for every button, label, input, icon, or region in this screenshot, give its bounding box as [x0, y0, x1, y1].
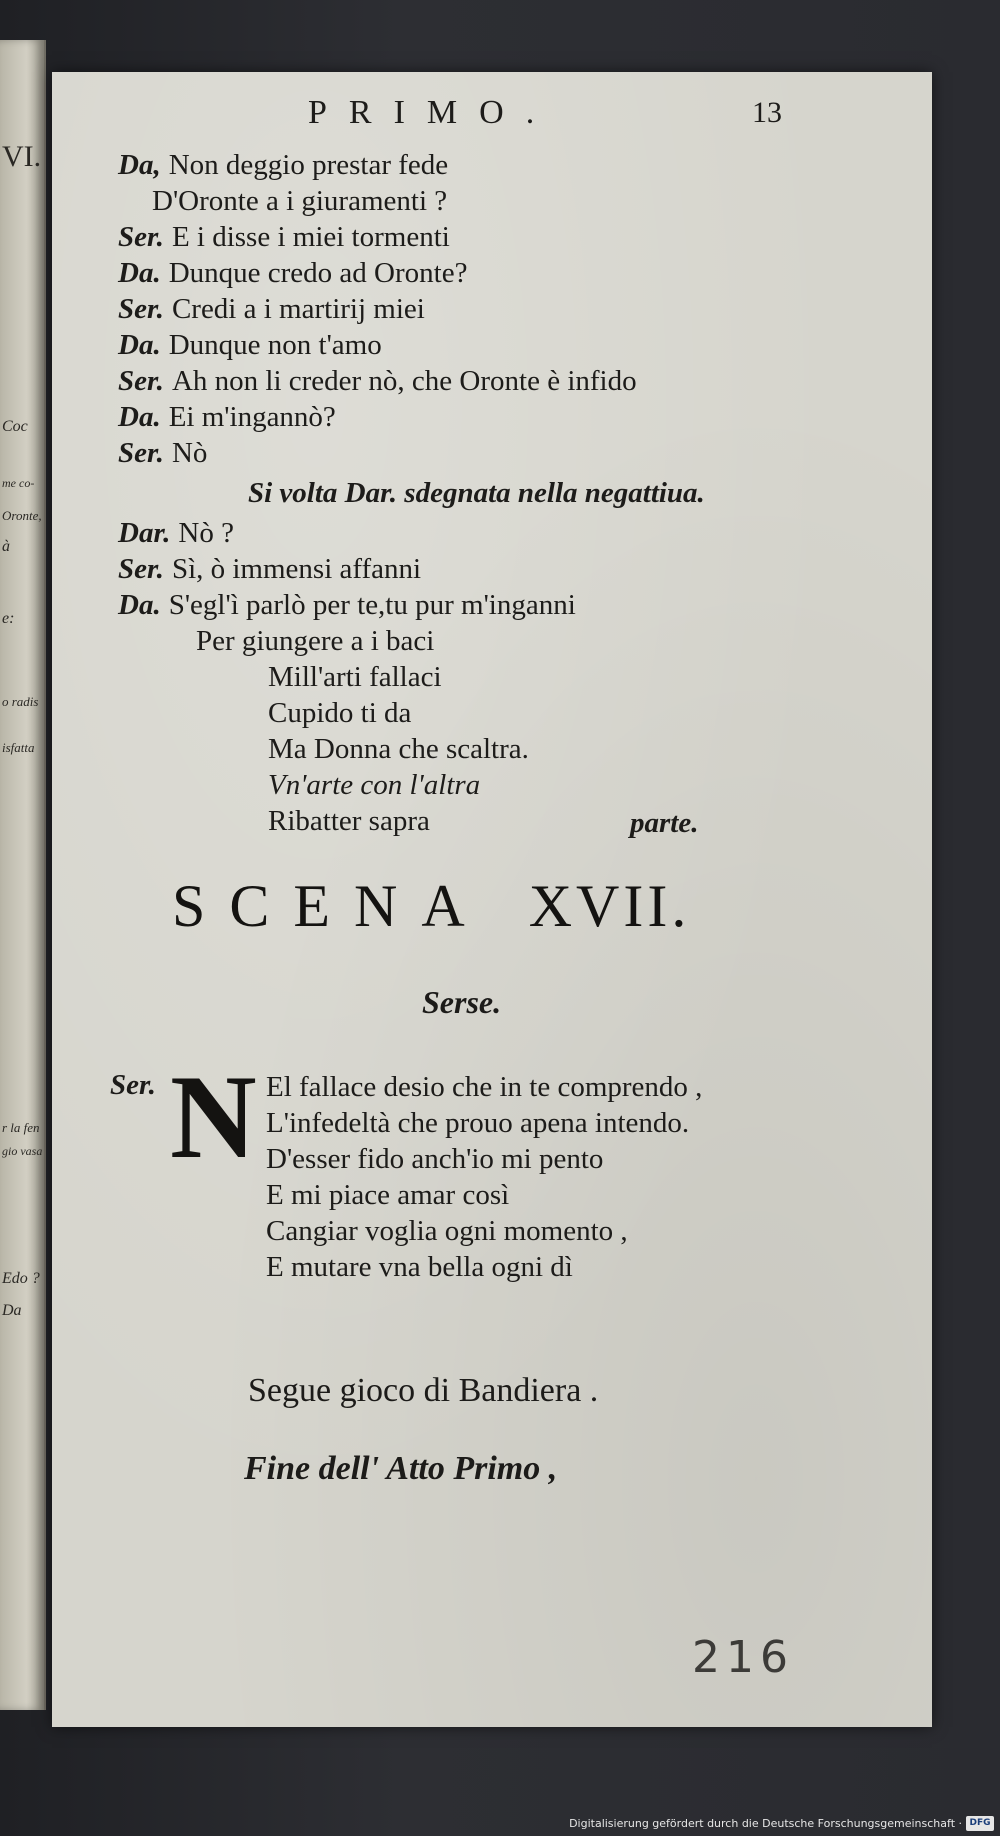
dialogue-line: [118, 328, 382, 362]
margin-fragment: r la fen: [2, 1120, 40, 1135]
book-page: [52, 72, 932, 1727]
dialogue-text: S'egl'ì parlò per te,tu pur m'inganni: [168, 589, 576, 621]
dialogue-line: [118, 292, 425, 326]
dialogue-line: [152, 184, 447, 218]
verse-line: Ribatter sapra: [268, 805, 430, 837]
dialogue-text: Non deggio prestar fede: [168, 149, 449, 181]
speaker: Dar.: [118, 517, 171, 549]
verse-line: Mill'arti fallaci: [268, 661, 442, 693]
dialogue-text: Nò: [171, 437, 208, 469]
speaker: Da,: [118, 149, 161, 181]
margin-fragment: me co-: [2, 476, 35, 490]
monologue-line: Cangiar voglia ogni momento ,: [266, 1215, 628, 1247]
drop-cap: N: [170, 1050, 257, 1183]
speaker: Da.: [118, 257, 161, 289]
dialogue-line: [118, 552, 421, 586]
dialogue-line: [118, 220, 450, 254]
dialogue-text: E i disse i miei tormenti: [171, 221, 450, 253]
dfg-logo-icon: DFG: [966, 1816, 994, 1831]
margin-fragment: gio vasa: [2, 1144, 43, 1158]
margin-fragment: VI.: [2, 140, 42, 173]
monologue-line: L'infedeltà che prouo apena intendo.: [266, 1107, 690, 1139]
dialogue-text: Sì, ò immensi affanni: [171, 553, 422, 585]
dialogue-line: [118, 516, 234, 550]
speaker: Da.: [118, 329, 161, 361]
dialogue-line: [118, 364, 637, 398]
dialogue-text: Ah non li creder nò, che Oronte è infido: [171, 365, 637, 397]
dialogue-text: Credi a i martirij miei: [171, 293, 425, 325]
margin-fragment: o radis: [2, 694, 39, 709]
speaker: Ser.: [118, 437, 164, 469]
monologue-line: E mi piace amar così: [266, 1179, 510, 1211]
speaker: Ser.: [118, 553, 164, 585]
aside-direction: parte.: [630, 807, 699, 839]
speaker: Ser.: [110, 1069, 156, 1101]
dialogue-line: [118, 436, 207, 470]
handwritten-archive-mark: 216: [692, 1632, 794, 1683]
dialogue-line: [118, 400, 336, 434]
speaker: Ser.: [118, 221, 164, 253]
verse-line: Vn'arte con l'altra: [268, 769, 481, 801]
stage-direction: Si volta Dar. sdegnata nella negattiua.: [248, 477, 705, 509]
scene-number: XVII.: [528, 873, 691, 939]
left-facing-page-edge: [0, 40, 46, 1710]
margin-fragment: Coc: [2, 418, 28, 435]
margin-fragment: Da: [2, 1302, 22, 1319]
page-number: 13: [752, 96, 782, 129]
monologue-line: El fallace desio che in te comprendo ,: [266, 1071, 703, 1103]
margin-fragment: Oronte,: [2, 508, 42, 523]
margin-fragment: à: [2, 538, 10, 555]
dialogue-line: [118, 148, 448, 182]
dialogue-text: Ei m'ingannò?: [168, 401, 336, 433]
speaker: Da.: [118, 589, 161, 621]
dialogue-text: Nò ?: [178, 517, 234, 549]
dialogue-text: Dunque non t'amo: [168, 329, 382, 361]
segue-direction: Segue gioco di Bandiera .: [248, 1372, 599, 1409]
margin-fragment: Edo ?: [2, 1270, 40, 1287]
dialogue-text: Dunque credo ad Oronte?: [168, 257, 468, 289]
verse-line: Ma Donna che scaltra.: [268, 733, 529, 765]
monologue-line: D'esser fido anch'io mi pento: [266, 1143, 604, 1175]
speaker: Ser.: [118, 293, 164, 325]
verse-line: Cupido ti da: [268, 697, 412, 729]
digitization-footer: [569, 1813, 994, 1833]
dialogue-line: [118, 256, 467, 290]
scene-word: SCENA: [172, 873, 489, 939]
dialogue-text: D'Oronte a i giuramenti ?: [152, 185, 448, 217]
speaker: Da.: [118, 401, 161, 433]
monologue-line: E mutare vna bella ogni dì: [266, 1251, 573, 1283]
running-head: PRIMO.: [308, 94, 557, 131]
speaker: Ser.: [118, 365, 164, 397]
dialogue-line: [118, 588, 576, 622]
verse-line: Per giungere a i baci: [196, 625, 435, 657]
margin-fragment: e:: [2, 610, 15, 627]
end-of-act: Fine dell' Atto Primo ,: [244, 1450, 558, 1487]
scene-heading: [172, 872, 690, 941]
character-name: Serse.: [422, 984, 502, 1020]
margin-fragment: isfatta: [2, 740, 35, 755]
footer-text: Digitalisierung gefördert durch die Deutsche Forschungsgemeinschaft ·: [569, 1816, 962, 1830]
